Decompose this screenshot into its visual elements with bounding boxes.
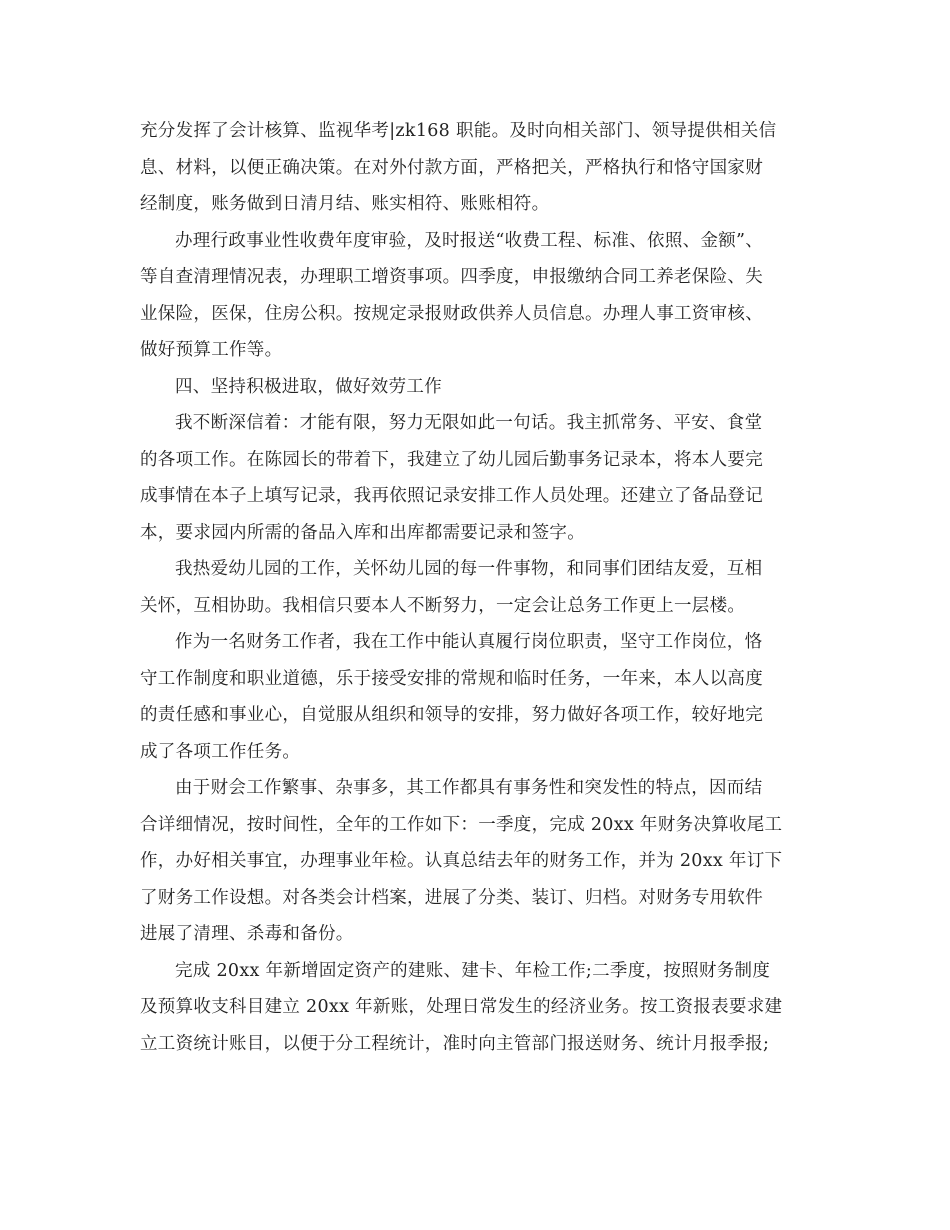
text-line: 成事情在本子上填写记录，我再依照记录安排工作人员处理。还建立了备品登记 [140,486,763,506]
text-line: 及预算收支科目建立 20xx 年新账，处理日常发生的经济业务。按工资报表要求建 [140,997,783,1017]
paragraph-7 [140,770,800,953]
paragraph-4 [140,405,800,551]
text-line: 立工资统计账目，以便于分工程统计，准时向主管部门报送财务、统计月报季报; [140,1033,770,1054]
text-line: 进展了清理、杀毒和备份。 [140,924,354,944]
paragraph-5 [140,551,800,624]
text-line: 充分发挥了会计核算、监视华考|zk168 职能。及时向相关部门、领导提供相关信 [140,121,777,141]
text-line: 守工作制度和职业道德，乐于接受安排的常规和临时任务，一年来，本人以高度 [140,668,763,689]
text-line: 合详细情况，按时间性，全年的工作如下：一季度，完成 20xx 年财务决算收尾工 [140,814,783,835]
text-line: 由于财会工作繁事、杂事多，其工作都具有事务性和突发性的特点，因而结 [175,778,763,798]
text-line: 业保险，医保，住房公积。按规定录报财政供养人员信息。办理人事工资审核、 [140,303,763,324]
text-line: 我热爱幼儿园的工作，关怀幼儿园的每一件事物，和同事们团结友爱，互相 [175,559,763,579]
paragraph-1 [140,113,800,223]
text-line: 作，办好相关事宜，办理事业年检。认真总结去年的财务工作，并为 20xx 年订下 [140,851,783,871]
text-line: 的责任感和事业心，自觉服从组织和领导的安排，努力做好各项工作，较好地完 [140,705,763,725]
paragraph-8 [140,953,800,1063]
text-line: 的各项工作。在陈园长的带着下，我建立了幼儿园后勤事务记录本，将本人要完 [140,449,763,470]
paragraph-6 [140,624,800,770]
paragraph-2 [140,223,800,369]
text-line: 等自查清理情况表，办理职工增资事项。四季度，申报缴纳合同工养老保险、失 [140,267,763,287]
text-line: 本，要求园内所需的备品入库和出库都需要记录和签字。 [140,522,585,543]
text-line: 完成 20xx 年新增固定资产的建账、建卡、年检工作;二季度，按照财务制度 [175,960,771,981]
text-line: 成了各项工作任务。 [140,741,301,762]
text-line: 经制度，账务做到日清月结、账实相符、账账相符。 [140,194,550,214]
text-line: 我不断深信着：才能有限，努力无限如此一句话。我主抓常务、平安、食堂 [175,413,763,433]
text-line: 了财务工作设想。对各类会计档案，进展了分类、装订、归档。对财务专用软件 [140,887,763,908]
text-line: 办理行政事业性收费年度审验，及时报送“收费工程、标准、依照、金额”、 [175,230,764,251]
text-line: 做好预算工作等。 [140,340,283,360]
section-heading [140,369,800,406]
text-line: 四、坚持积极进取，做好效劳工作 [175,376,442,397]
text-line: 关怀，互相协助。我相信只要本人不断努力，一定会让总务工作更上一层楼。 [140,595,746,616]
text-line: 作为一名财务工作者，我在工作中能认真履行岗位职责，坚守工作岗位，恪 [175,632,763,652]
document-body [140,113,800,1062]
text-line: 息、材料，以便正确决策。在对外付款方面，严格把关，严格执行和恪守国家财 [140,157,763,178]
